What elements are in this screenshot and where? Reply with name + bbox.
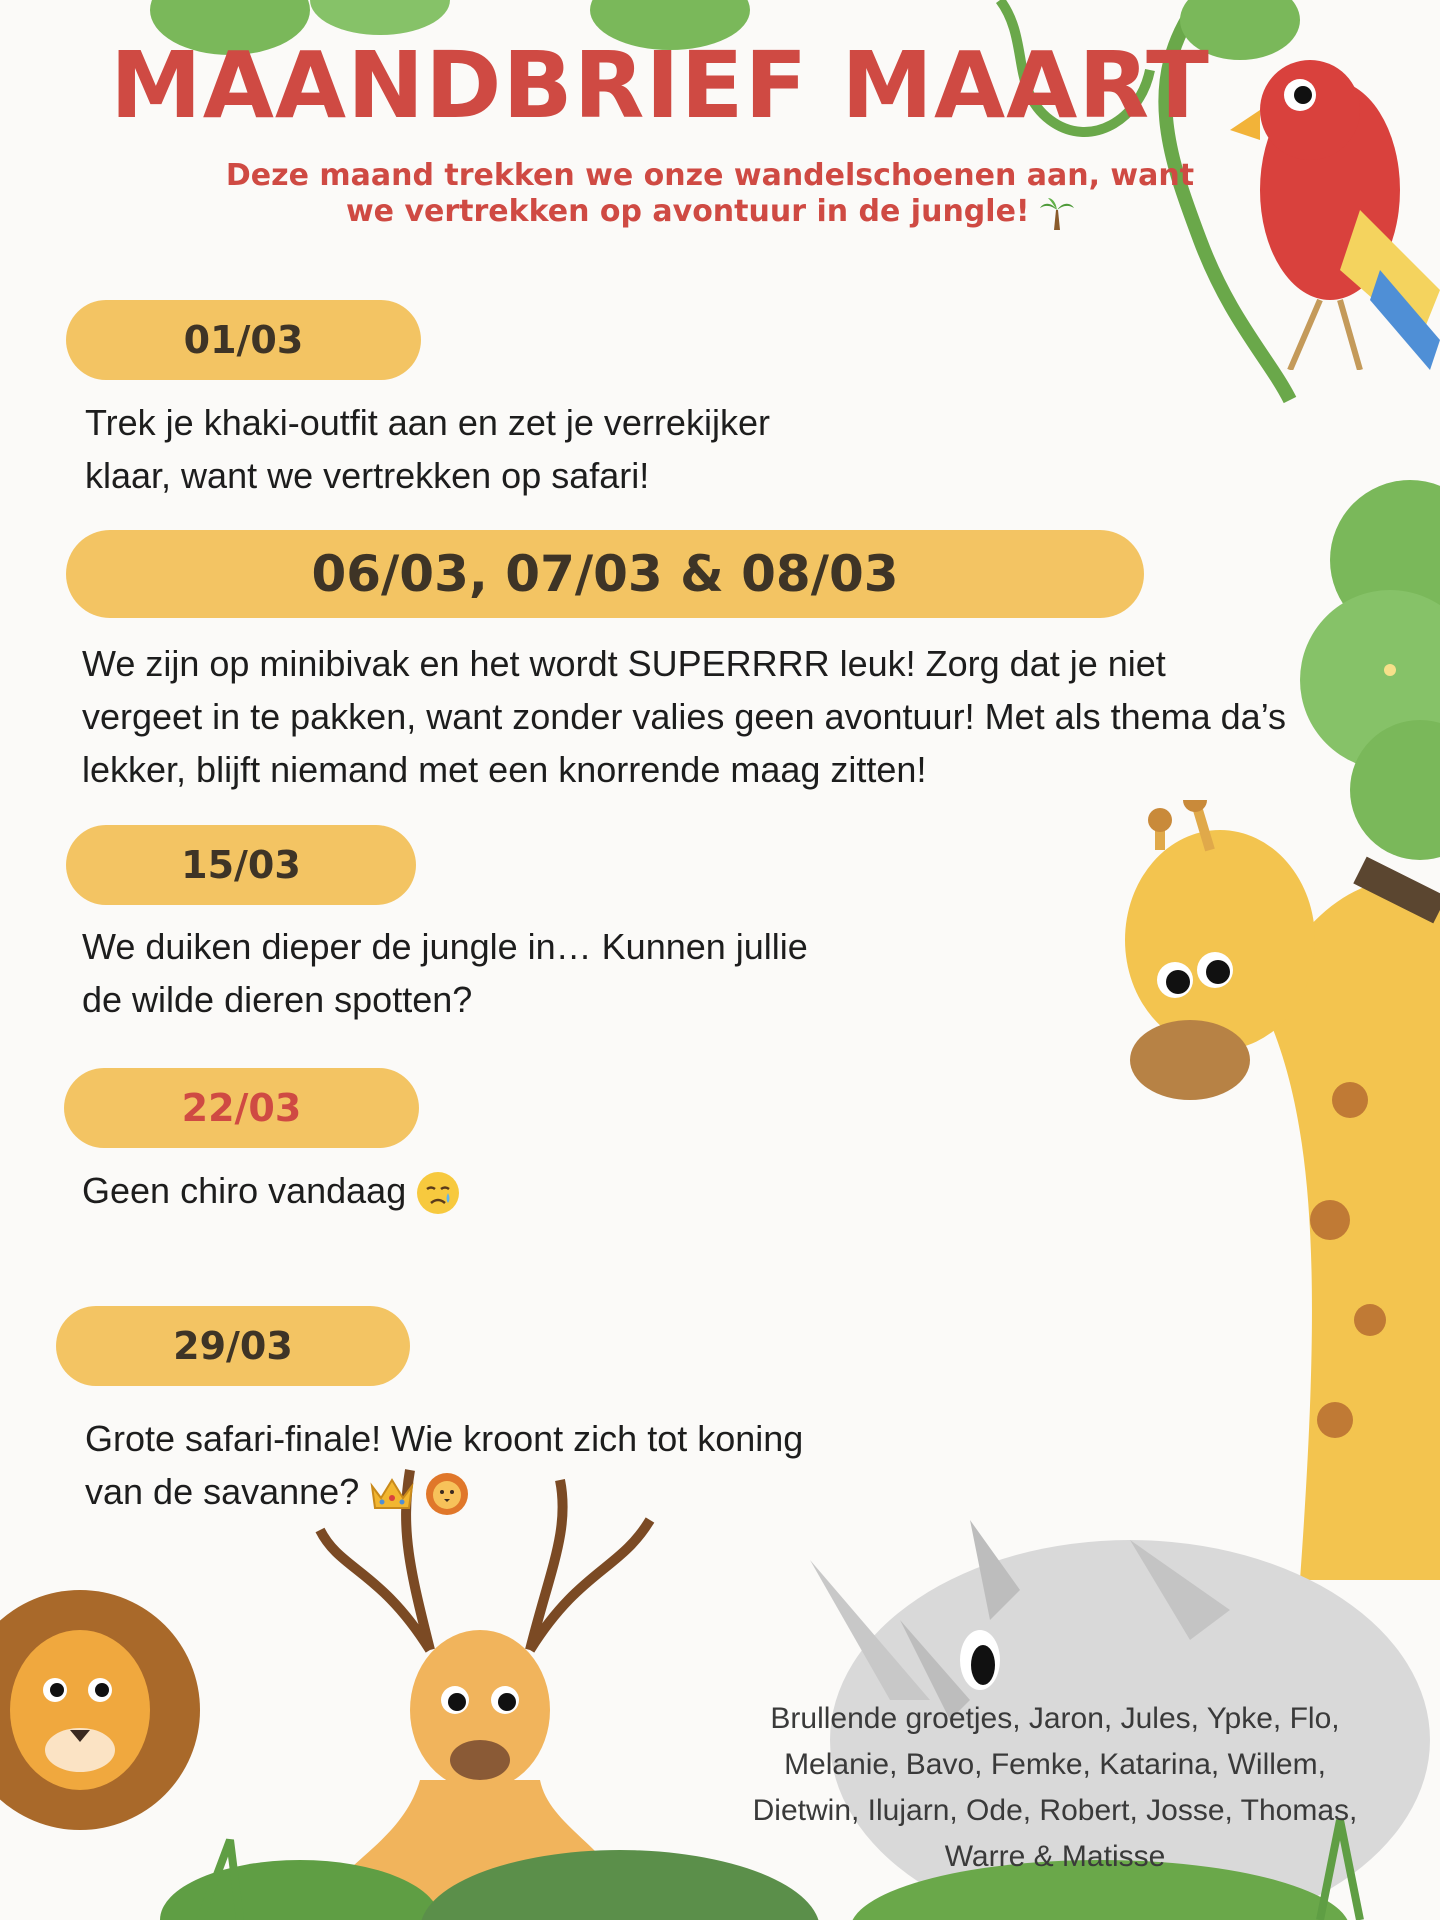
page-title: MAANDBRIEF MAART: [110, 32, 1210, 139]
event-1-description: [85, 396, 770, 502]
event-2-description: [82, 637, 1286, 796]
event-5-line-2: van de savanne?: [85, 1471, 360, 1512]
date-badge-3: 15/03: [66, 825, 416, 905]
date-badge-5: 29/03: [56, 1306, 410, 1386]
subtitle-line-1: Deze maand trekken we onze wandelschoenen aan, want: [225, 158, 1195, 193]
signoff-line-2: Melanie, Bavo, Femke, Katarina, Willem,: [784, 1748, 1326, 1781]
event-2-line-3: lekker, blijft niemand met een knorrende maag zitten!: [82, 749, 927, 790]
crying-face-icon: [416, 1171, 460, 1215]
lion-face-icon: [425, 1472, 469, 1516]
subtitle-line-2-row: [200, 194, 1220, 230]
event-5-description: [85, 1412, 803, 1518]
event-5-line-1: Grote safari-finale! Wie kroont zich tot koning: [85, 1418, 804, 1459]
date-badge-4: 22/03: [64, 1068, 419, 1148]
signoff-line-3: Dietwin, Ilujarn, Ode, Robert, Josse, Thomas,: [752, 1794, 1358, 1827]
date-badge-2: 06/03, 07/03 & 08/03: [66, 530, 1144, 618]
event-4-description: [82, 1164, 460, 1217]
crown-icon: [369, 1474, 415, 1514]
date-badge-1: 01/03: [66, 300, 421, 380]
event-5-line-2-row: [85, 1465, 803, 1518]
event-3-line-2: de wilde dieren spotten?: [82, 979, 473, 1020]
event-3-description: [82, 920, 808, 1026]
event-3-line-1: We duiken dieper de jungle in… Kunnen jullie: [82, 926, 808, 967]
signoff-line-4: Warre & Matisse: [944, 1840, 1166, 1873]
event-4-line-1: Geen chiro vandaag: [82, 1170, 407, 1211]
event-2-line-1: We zijn op minibivak en het wordt SUPERRRR leuk! Zorg dat je niet: [82, 643, 1166, 684]
event-2-line-2: vergeet in te pakken, want zonder valies geen avontuur! Met als thema da’s: [82, 696, 1287, 737]
event-1-line-2: klaar, want we vertrekken op safari!: [85, 455, 650, 496]
giraffe-illustration: [1100, 800, 1440, 1580]
event-1-line-1: Trek je khaki-outfit aan en zet je verrekijker: [85, 402, 770, 443]
subtitle-line-2: we vertrekken op avontuur in de jungle!: [345, 194, 1030, 229]
signoff-line-1: Brullende groetjes, Jaron, Jules, Ypke, Flo,: [770, 1702, 1340, 1735]
page-subtitle: [200, 158, 1220, 230]
palm-tree-icon: [1040, 196, 1074, 230]
signoff-greeting: [700, 1696, 1410, 1880]
